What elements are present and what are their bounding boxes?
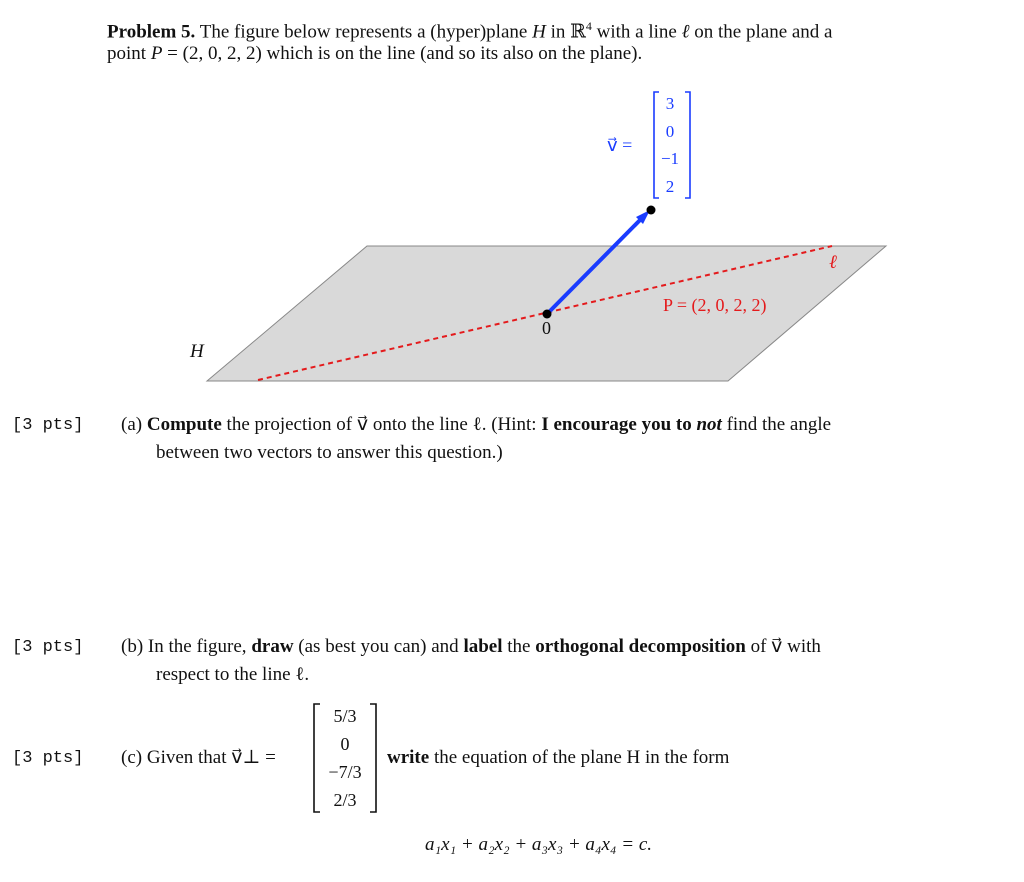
part-a-line2: between two vectors to answer this question.) (156, 442, 503, 463)
vector-left-bracket (654, 92, 659, 198)
ell-label: ℓ (829, 252, 837, 273)
vector-entry: −1 (660, 149, 680, 168)
vperp-entry: 0 (340, 734, 350, 754)
vector-entry: 3 (665, 94, 675, 113)
vperp-entry: 5/3 (333, 706, 357, 726)
vperp-entry: 2/3 (333, 790, 357, 810)
problem-line-1: Problem 5. The figure below represents a (hyper)plane H in ℝ$^4$ with a line ℓ on the plane and a (107, 19, 833, 43)
part-b: (b) In the figure, draw (as best you can) and label the orthogonal decomposition of v⃗ with (121, 636, 821, 657)
problem-line-2: point P = (2, 0, 2, 2) which is on the line (and so its also on the plane). (107, 43, 643, 64)
points-c: [3 pts] (12, 749, 84, 768)
tip-dot (647, 206, 656, 215)
vperp-left-bracket (314, 704, 320, 812)
points-a: [3 pts] (12, 416, 84, 435)
origin-label: 0 (542, 318, 551, 338)
vector-entry: 2 (665, 177, 675, 196)
figure (0, 0, 1024, 400)
vector-entry: 0 (665, 122, 675, 141)
part-b-line2: respect to the line ℓ. (156, 664, 310, 685)
vector-label: v⃗ = (607, 135, 633, 155)
points-b: [3 pts] (12, 638, 84, 657)
vperp-entry: −7/3 (328, 762, 362, 782)
plane-label: H (190, 341, 204, 362)
vperp-vector (308, 700, 388, 816)
plane-equation: a₁x₁ + a₂x₂ + a₃x₃ + a₄x₄ = c. (425, 834, 653, 855)
vperp-right-bracket (370, 704, 376, 812)
part-a: (a) Compute the projection of v⃗ onto the line ℓ. (Hint: I encourage you to not find the angle (121, 414, 832, 435)
problem-label: Problem 5. (107, 21, 196, 43)
part-c: (c) Given that v⃗⊥ = (121, 747, 276, 768)
point-label: P = (2, 0, 2, 2) (663, 295, 767, 315)
part-c-tail: write the equation of the plane H in the form (387, 747, 730, 768)
vector-right-bracket (685, 92, 690, 198)
